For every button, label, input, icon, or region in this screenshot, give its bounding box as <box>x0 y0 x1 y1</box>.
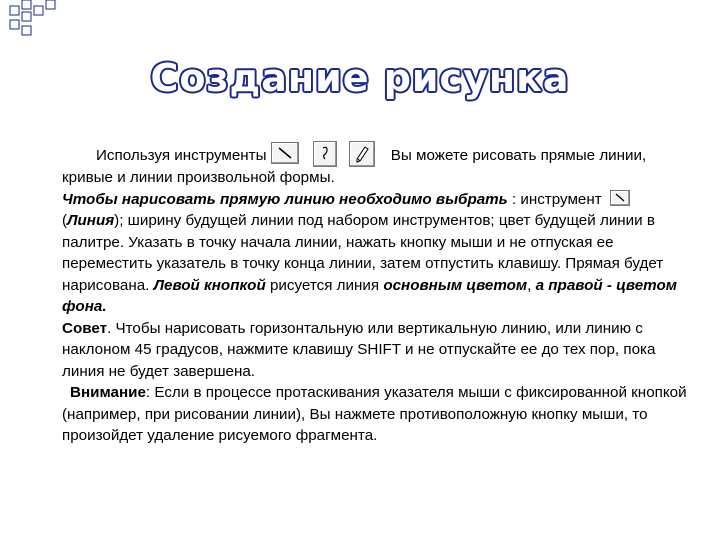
emphasis-run: а правой - цветом фона. <box>62 276 677 315</box>
text-run: ( <box>62 212 68 229</box>
emphasis-run: Линия <box>67 212 115 229</box>
corner-squares-decoration <box>0 0 120 40</box>
emphasis-run: Левой кнопкой <box>153 276 266 294</box>
line-tool-icon <box>271 142 299 164</box>
paragraph-tip <box>62 318 690 383</box>
tip-label: Совет <box>62 319 108 337</box>
text-run: ); ширину будущей линии под набором инструментов; цвет будущей линии в палитре. Указать в точку начала линии, нажать кнопку мыши и не отпуская ее переместить указатель в точку конца линии, затем отпустить клавишу. Прямая будет нарисована. <box>62 212 664 294</box>
text-run: Используя инструменты <box>96 147 267 164</box>
text-run: рисуется линия <box>265 276 384 294</box>
body-text <box>62 141 690 447</box>
line-tool-icon <box>610 190 630 206</box>
text-run: : инструмент <box>507 190 602 208</box>
curve-tool-icon <box>313 141 337 167</box>
paragraph-line-howto <box>62 189 690 318</box>
pencil-tool-icon <box>349 141 375 167</box>
text-run: Вы можете рисовать прямые линии, кривые и линии произвольной формы. <box>62 147 647 186</box>
warning-label: Внимание <box>70 384 146 401</box>
paragraph-warning <box>62 382 690 447</box>
text-run: , <box>527 276 536 294</box>
emphasis-run: основным цветом <box>383 276 528 294</box>
text-run: . Чтобы нарисовать горизонтальную или вертикальную линию, или линию с наклоном 45 градусов, нажмите клавишу SHIFT и не отпускайте ее до тех пор, пока линия не будет завершена. <box>62 319 656 380</box>
paragraph-tools <box>62 141 690 189</box>
slide-title: Создание рисунка <box>150 56 570 100</box>
text-run: : Если в процессе протаскивания указателя мыши с фиксированной кнопкой (например, при рисовании линии), Вы нажмете противоположную кнопку мыши, то произойдет удаление рисуемого фрагмента. <box>62 384 687 444</box>
emphasis-run: Чтобы нарисовать прямую линию необходимо выбрать <box>62 190 508 208</box>
